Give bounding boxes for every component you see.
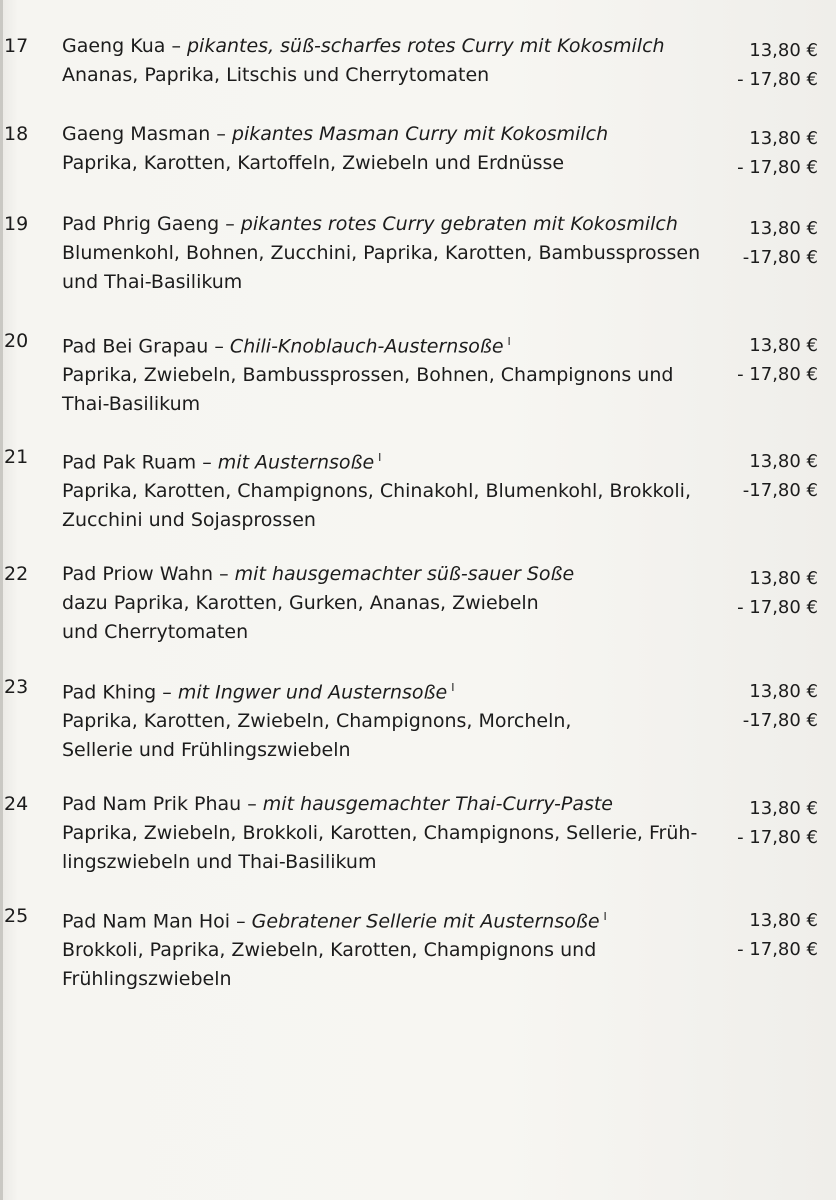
item-title-line [62,673,722,707]
item-subtitle: pikantes Masman Curry mit Kokosmilch [231,123,609,145]
price-to: - 17,80 € [737,364,818,385]
item-ingredients: Paprika, Zwiebeln, Brokkoli, Karotten, Champignons, Sellerie, Früh- [62,822,698,844]
allergen-note: I [378,451,382,464]
item-description [62,790,722,877]
item-ingredients: Paprika, Karotten, Kartoffeln, Zwiebeln und Erdnüsse [62,152,565,174]
item-subtitle: mit hausgemachter Thai-Curry-Paste [262,793,613,815]
price-from: 13,80 € [749,681,818,702]
menu-item [0,673,836,793]
item-separator: – [202,451,212,474]
item-ingredients: Brokkoli, Paprika, Zwiebeln, Karotten, Champignons und [62,939,597,962]
item-name: Gaeng Kua [62,35,166,57]
item-number: 22 [4,563,29,585]
item-name: Pad Pak Ruam [62,451,197,474]
item-number: 19 [4,213,29,235]
price-from: 13,80 € [749,40,818,61]
menu-item [0,790,836,910]
item-ingredients: Frühlingszwiebeln [62,968,232,991]
item-description [62,327,722,419]
item-name: Pad Bei Grapau [62,335,209,358]
item-subtitle: pikantes rotes Curry gebraten mit Kokosmilch [240,213,678,235]
item-price [737,124,818,182]
item-price [737,564,818,622]
price-to: - 17,80 € [737,157,818,178]
menu-item [0,902,836,1022]
menu-item [0,327,836,447]
item-ingredients: lingszwiebeln und Thai-Basilikum [62,851,377,873]
item-name: Gaeng Masman [62,123,211,145]
item-name: Pad Khing [62,681,157,704]
item-separator: – [216,123,226,145]
item-price [743,677,818,735]
item-ingredients: Ananas, Paprika, Litschis und Cherrytomaten [62,64,490,86]
menu-item [0,560,836,680]
item-number: 21 [4,446,29,468]
item-price [737,794,818,852]
price-to: -17,80 € [742,480,818,501]
item-description [62,32,722,90]
item-price [737,331,818,389]
item-separator: – [236,910,246,933]
item-description [62,443,722,535]
item-separator: – [171,35,181,57]
item-title-line [62,120,722,149]
item-subtitle: mit hausgemachter süß-sauer Soße [234,563,575,585]
item-ingredients: Zucchini und Sojasprossen [62,509,316,532]
item-subtitle: mit Ingwer und Austernsoße [177,681,448,704]
item-name: Pad Nam Man Hoi [62,910,231,933]
price-from: 13,80 € [749,335,818,356]
price-from: 13,80 € [749,128,818,149]
item-price [737,906,818,964]
item-ingredients: Thai-Basilikum [62,393,201,416]
allergen-note: I [603,910,607,923]
item-title-line [62,902,722,936]
item-price [743,447,818,505]
price-from: 13,80 € [749,218,818,239]
item-number: 23 [4,676,29,698]
item-ingredients: und Cherrytomaten [62,621,249,643]
price-from: 13,80 € [749,910,818,931]
item-title-line [62,560,722,589]
item-subtitle: Chili-Knoblauch-Austernsoße [229,335,504,358]
item-name: Pad Priow Wahn [62,563,214,585]
item-separator: – [162,681,172,704]
item-name: Pad Phrig Gaeng [62,213,220,235]
item-ingredients: Sellerie und Frühlingszwiebeln [62,739,351,762]
item-title-line [62,327,722,361]
item-subtitle: mit Austernsoße [217,451,375,474]
item-description [62,902,722,994]
item-number: 17 [4,35,29,57]
item-ingredients: dazu Paprika, Karotten, Gurken, Ananas, Zwiebeln [62,592,539,614]
menu-item [0,210,836,330]
item-description [62,120,722,178]
item-subtitle: pikantes, süß-scharfes rotes Curry mit Kokosmilch [187,35,665,57]
price-from: 13,80 € [749,451,818,472]
item-description [62,560,722,647]
item-title-line [62,210,722,239]
item-separator: – [214,335,224,358]
price-to: - 17,80 € [737,69,818,90]
item-description [62,210,722,297]
item-number: 20 [4,330,29,352]
item-subtitle: Gebratener Sellerie mit Austernsoße [251,910,600,933]
item-separator: – [247,793,257,815]
item-separator: – [219,563,229,585]
item-number: 24 [4,793,29,815]
menu-item [0,443,836,563]
price-to: -17,80 € [742,710,818,731]
item-ingredients: Paprika, Karotten, Zwiebeln, Champignons, Morcheln, [62,710,572,733]
price-from: 13,80 € [749,568,818,589]
price-to: - 17,80 € [737,939,818,960]
item-separator: – [225,213,235,235]
item-ingredients: Blumenkohl, Bohnen, Zucchini, Paprika, Karotten, Bambussprossen [62,242,701,264]
price-to: -17,80 € [742,247,818,268]
item-name: Pad Nam Prik Phau [62,793,242,815]
price-from: 13,80 € [749,798,818,819]
item-ingredients: und Thai-Basilikum [62,271,243,293]
item-title-line [62,790,722,819]
item-title-line [62,443,722,477]
allergen-note: I [507,335,511,348]
item-ingredients: Paprika, Zwiebeln, Bambussprossen, Bohnen, Champignons und [62,364,674,387]
item-title-line [62,32,722,61]
price-to: - 17,80 € [737,597,818,618]
item-ingredients: Paprika, Karotten, Champignons, Chinakohl, Blumenkohl, Brokkoli, [62,480,692,503]
price-to: - 17,80 € [737,827,818,848]
item-price [743,214,818,272]
item-price [737,36,818,94]
allergen-note: I [451,681,455,694]
item-number: 25 [4,905,29,927]
item-number: 18 [4,123,29,145]
item-description [62,673,722,765]
